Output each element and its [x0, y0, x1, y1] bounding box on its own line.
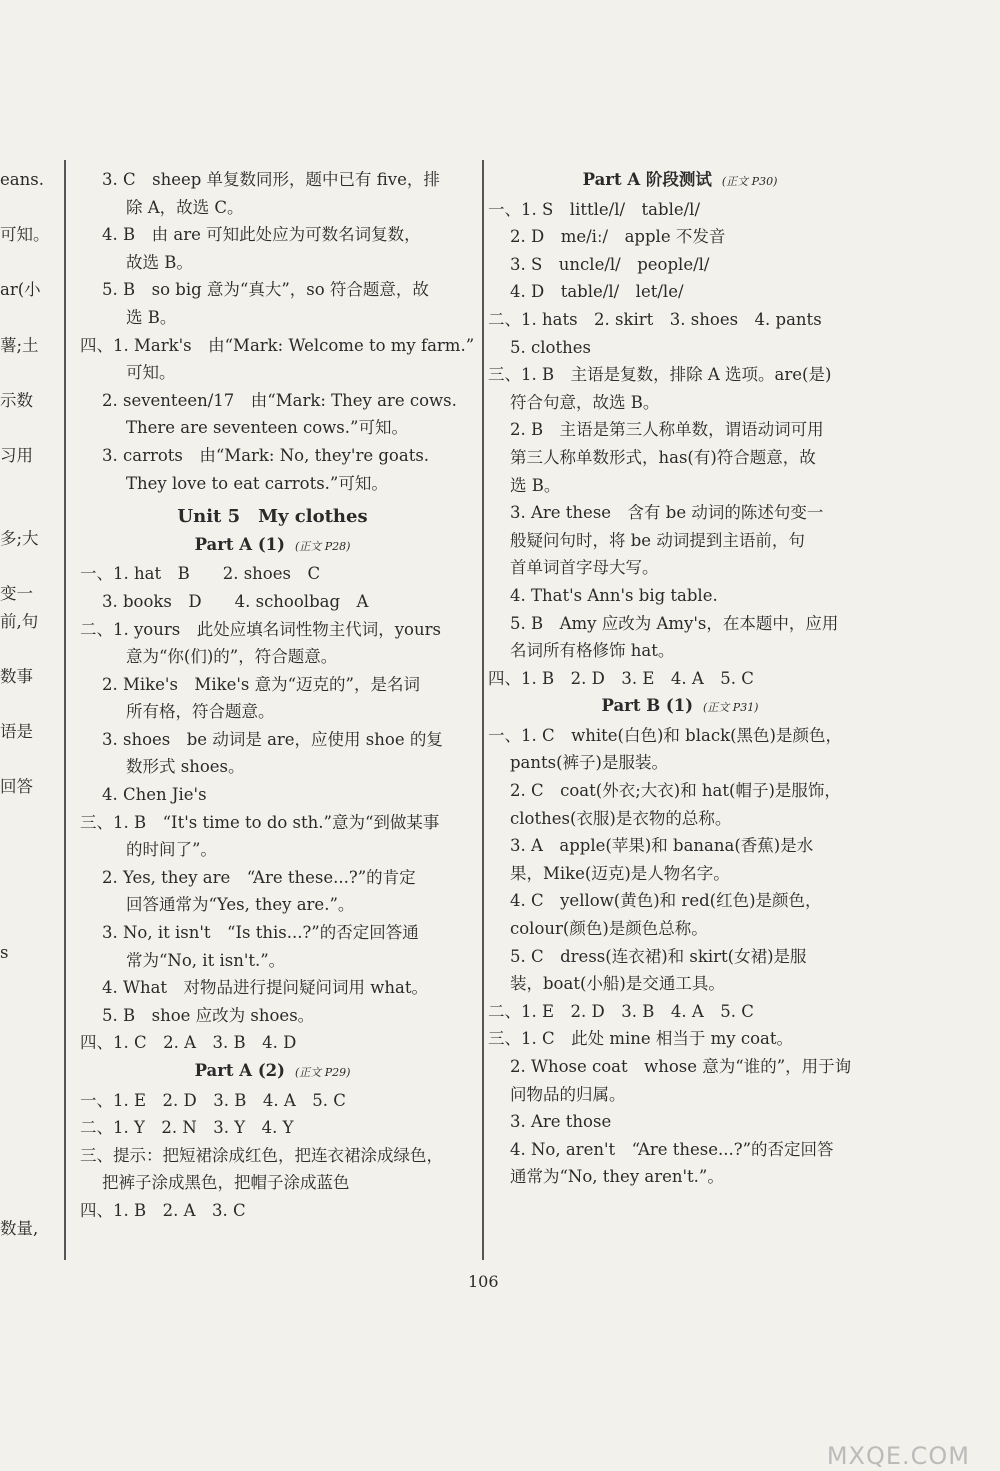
answer-line: 四、1. B 2. D 3. E 4. A 5. C — [488, 668, 754, 688]
answer-line: 首单词首字母大写。 — [510, 558, 659, 578]
left-fragment — [0, 911, 60, 939]
left-fragment — [0, 801, 60, 829]
answer-line: 5. clothes — [510, 337, 591, 357]
answer-line: 选 B。 — [510, 475, 561, 495]
answer-line: 5. B Amy 应改为 Amy's，在本题中，应用 — [510, 613, 839, 633]
answer-line: 名词所有格修饰 hat。 — [510, 641, 675, 661]
answer-line: 般疑问句时，将 be 动词提到主语前，句 — [510, 530, 805, 550]
right-column — [488, 166, 872, 1191]
answer-line: 装，boat(小船)是交通工具。 — [510, 974, 725, 994]
left-fragment — [0, 470, 60, 498]
left-fragment — [0, 497, 60, 525]
left-fragment: 薯;土 — [0, 335, 39, 355]
answer-line: 故选 B。 — [126, 252, 193, 272]
answer-line: colour(颜色)是颜色总称。 — [510, 919, 708, 939]
answer-line: 一、1. S little/l/ table/l/ — [488, 199, 701, 219]
left-fragment — [0, 966, 60, 994]
left-fragment: eans. — [0, 170, 44, 189]
left-fragment — [0, 304, 60, 332]
left-fragment: 语是 — [0, 721, 33, 741]
answer-line: 2. C coat(外衣;大衣)和 hat(帽子)是服饰， — [510, 781, 841, 801]
left-fragment — [0, 1049, 60, 1077]
column-divider-left — [64, 160, 66, 1260]
answer-line: 2. Mike's Mike's 意为“迈克的”，是名词 — [102, 674, 420, 694]
left-fragment: 多;大 — [0, 528, 39, 548]
unit-title: Unit 5 My clothes — [177, 506, 368, 528]
answer-line: 通常为“No, they aren't.”。 — [510, 1167, 724, 1187]
left-fragment — [0, 1132, 60, 1160]
answer-line: 除 A，故选 C。 — [126, 197, 244, 217]
answer-line: 3. shoes be 动词是 are，应使用 shoe 的复 — [102, 729, 443, 749]
answer-line: 2. Whose coat whose 意为“谁的”，用于询 — [510, 1057, 852, 1076]
left-fragment — [0, 690, 60, 718]
left-fragment — [0, 359, 60, 387]
answer-line: 2. Yes, they are “Are these...?”的肯定 — [102, 867, 416, 887]
answer-line: There are seventeen cows.”可知。 — [126, 418, 408, 438]
answer-line: 符合句意，故选 B。 — [510, 392, 660, 412]
answer-line: 第三人称单数形式，has(有)符合题意，故 — [510, 447, 816, 467]
part-a1-heading: Part A (1) (正文 P28) — [194, 534, 351, 554]
answer-line: 4. D table/l/ let/le/ — [510, 282, 684, 302]
answer-line: 5. B shoe 应改为 shoes。 — [102, 1005, 315, 1025]
left-fragment: 回答 — [0, 777, 33, 797]
left-fragment: s — [0, 942, 9, 962]
page-number: 106 — [468, 1272, 499, 1291]
answer-line: They love to eat carrots.”可知。 — [126, 473, 388, 493]
answer-line: 3. Are these 含有 be 动词的陈述句变一 — [510, 503, 824, 523]
answer-line: 三、1. B “It's time to do sth.”意为“到做某事 — [80, 812, 440, 832]
answer-line: 3. C sheep 单复数同形，题中已有 five，排 — [102, 170, 440, 189]
left-fragment — [0, 249, 60, 277]
answer-line: 3. carrots 由“Mark: No, they're goats. — [102, 445, 430, 465]
answer-line: 3. S uncle/l/ people/l/ — [510, 254, 710, 274]
answer-line: 问物品的归属。 — [510, 1084, 626, 1104]
answer-line: 2. seventeen/17 由“Mark: They are cows. — [102, 390, 457, 410]
answer-line: 果，Mike(迈克)是人物名字。 — [510, 863, 730, 883]
answer-line: 2. B 主语是第三人称单数，谓语动词可用 — [510, 420, 824, 440]
answer-line: 3. books D 4. schoolbag A — [102, 591, 369, 611]
left-column-fragments — [0, 166, 60, 1242]
part-a-test-heading: Part A 阶段测试 (正文 P30) — [582, 170, 778, 189]
answer-line: 四、1. B 2. A 3. C — [80, 1200, 246, 1220]
left-fragment: 前,句 — [0, 611, 39, 631]
left-fragment — [0, 1021, 60, 1049]
left-fragment — [0, 828, 60, 856]
left-fragment — [0, 883, 60, 911]
answer-line: 5. C dress(连衣裙)和 skirt(女裙)是服 — [510, 946, 807, 966]
answer-line: 一、1. E 2. D 3. B 4. A 5. C — [80, 1090, 346, 1110]
left-fragment — [0, 1187, 60, 1215]
answer-line: 选 B。 — [126, 307, 177, 327]
left-fragment: ar(小 — [0, 280, 41, 300]
answer-line: 一、1. C white(白色)和 black(黑色)是颜色， — [488, 725, 842, 745]
answer-line: 2. D me/iː/ apple 不发音 — [510, 227, 726, 247]
left-fragment: 习用 — [0, 445, 33, 465]
left-fragment: 数事 — [0, 666, 33, 686]
column-divider-right — [482, 160, 484, 1260]
middle-column — [80, 166, 475, 1225]
answer-line: 数形式 shoes。 — [126, 757, 245, 777]
left-fragment — [0, 856, 60, 884]
answer-line: 3. Are those — [510, 1112, 612, 1132]
answer-line: 4. C yellow(黄色)和 red(红色)是颜色， — [510, 891, 822, 911]
answer-line: 4. That's Ann's big table. — [510, 585, 718, 605]
answer-line: 二、1. Y 2. N 3. Y 4. Y — [80, 1118, 294, 1138]
left-fragment — [0, 552, 60, 580]
answer-line: 4. What 对物品进行提问疑问词用 what。 — [102, 978, 429, 998]
answer-line: 四、1. Mark's 由“Mark: Welcome to my farm.” — [80, 335, 475, 355]
left-fragment: 可知。 — [0, 225, 50, 245]
answer-line: clothes(衣服)是衣物的总称。 — [510, 808, 732, 828]
left-fragment: 变一 — [0, 583, 33, 603]
answer-line: 可知。 — [126, 363, 176, 383]
left-fragment — [0, 635, 60, 663]
left-fragment — [0, 1159, 60, 1187]
answer-line: 5. B so big 意为“真大”，so 符合题意，故 — [102, 280, 429, 300]
answer-line: 4. B 由 are 可知此处应为可数名词复数， — [102, 225, 421, 245]
left-fragment: 数量, — [0, 1218, 39, 1238]
answer-line: 二、1. yours 此处应填名词性物主代词，yours — [80, 619, 441, 639]
answer-line: 三、1. C 此处 mine 相当于 my coat。 — [488, 1029, 794, 1049]
answer-line: 4. Chen Jie's — [102, 785, 207, 805]
left-fragment — [0, 994, 60, 1022]
part-a2-heading: Part A (2) (正文 P29) — [194, 1061, 351, 1080]
left-fragment — [0, 414, 60, 442]
answer-line: 的时间了”。 — [126, 840, 217, 860]
answer-line: 把裤子涂成黑色，把帽子涂成蓝色 — [102, 1173, 350, 1193]
left-fragment: 示数 — [0, 390, 33, 410]
answer-line: 二、1. E 2. D 3. B 4. A 5. C — [488, 1001, 754, 1021]
answer-line: 一、1. hat B 2. shoes C — [80, 564, 321, 584]
left-fragment — [0, 1077, 60, 1105]
left-fragment — [0, 1104, 60, 1132]
watermark-text: MXQE.COM — [826, 1442, 970, 1470]
answer-line: 3. A apple(苹果)和 banana(香蕉)是水 — [510, 836, 814, 856]
answer-line: 二、1. hats 2. skirt 3. shoes 4. pants — [488, 309, 822, 329]
answer-line: 4. No, aren't “Are these...?”的否定回答 — [510, 1139, 834, 1159]
answer-line: 三、提示：把短裙涂成红色，把连衣裙涂成绿色， — [80, 1145, 443, 1165]
part-b1-heading: Part B (1) (正文 P31) — [601, 696, 759, 716]
answer-line: 四、1. C 2. A 3. B 4. D — [80, 1033, 297, 1053]
left-fragment — [0, 745, 60, 773]
left-fragment — [0, 194, 60, 222]
answer-line: 回答通常为“Yes, they are.”。 — [126, 895, 355, 915]
answer-line: 3. No, it isn't “Is this...?”的否定回答通 — [102, 923, 419, 943]
watermark-logo — [770, 1400, 970, 1470]
answer-line: 常为“No, it isn't.”。 — [126, 950, 286, 970]
answer-line: 所有格，符合题意。 — [126, 702, 275, 722]
answer-line: 意为“你(们)的”，符合题意。 — [126, 647, 338, 667]
answer-line: 三、1. B 主语是复数，排除 A 选项。are(是) — [488, 365, 832, 385]
answer-line: pants(裤子)是服装。 — [510, 753, 668, 773]
